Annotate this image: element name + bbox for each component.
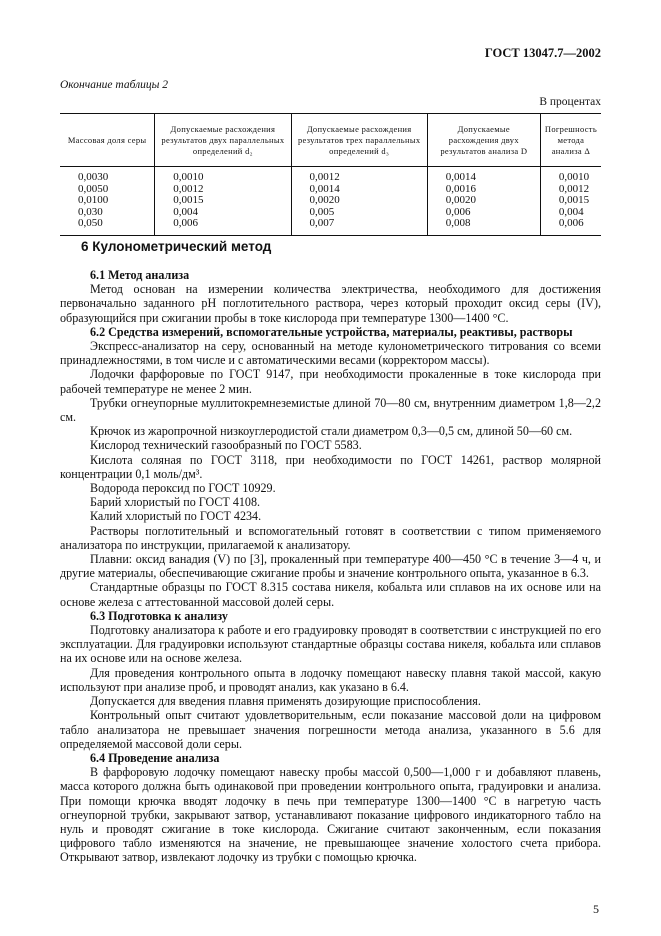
document-code-header: ГОСТ 13047.7—2002: [484, 46, 601, 60]
paragraph: Лодочки фарфоровые по ГОСТ 9147, при необходимости прокаленные в токе кислорода при рабочей температуре не менее 2 мин.: [60, 367, 601, 396]
paragraph: Растворы поглотительный и вспомогательный готовят в соответствии с типом применяемого анализатора по инструкции, прилагаемой к анализатору.: [60, 523, 601, 552]
paragraph: Допускается для введения плавня применять дозирующие приспособления.: [90, 694, 481, 709]
column-header: Допускаемые расхождения двух результатов анализа D: [427, 114, 540, 167]
table-cell: 0,0015: [540, 195, 601, 207]
subsection-heading: 6.3 Подготовка к анализу: [90, 608, 228, 623]
table-cell: 0,030: [78, 205, 103, 218]
subsection-heading: 6.2 Средства измерений, вспомогательные устройства, материалы, реактивы, растворы: [90, 324, 573, 339]
table-header-row: [60, 114, 601, 167]
paragraph: Стандартные образцы по ГОСТ 8.315 состава никеля, кобальта или сплавов на их основе или на основе железа с аттестованной массовой долей серы.: [60, 580, 601, 609]
table-cell: 0,004: [155, 207, 291, 219]
table-continuation-caption: Окончание таблицы 2: [60, 79, 168, 91]
paragraph: Метод основан на измерении количества электричества, необходимого для достижения первоначально заданного pH поглотительного раствора, через который проходит оксид серы (IV), образующийся при сжигании пробы в токе кислорода при температуре 1300—1400 °С.: [60, 282, 601, 325]
table-cell: 0,0012: [540, 184, 601, 196]
body-text: [60, 268, 601, 865]
table-cell: 0,0010: [155, 167, 291, 184]
paragraph: Для проведения контрольного опыта в лодочку помещают навеску плавня такой массой, какую используют при анализе проб, и проводят анализ, как указано в 6.4.: [60, 665, 601, 694]
column-header: Погрешность метода анализа Δ: [540, 114, 601, 167]
paragraph: Калий хлористый по ГОСТ 4234.: [90, 509, 262, 524]
subsection-heading: 6.1 Метод анализа: [90, 268, 190, 282]
table-cell: 0,008: [427, 218, 540, 235]
table-cell: 0,0020: [427, 195, 540, 207]
paragraph: Подготовку анализатора к работе и его градуировку проводят в соответствии с инструкцией по его эксплуатации. Для градуировки используют стандартные образцы состава никеля, кобальта или сплавов на их основе или на основе железа.: [60, 623, 601, 666]
table-cell: 0,0010: [540, 167, 601, 184]
table-row: [60, 167, 601, 184]
paragraph: Контрольный опыт считают удовлетворительным, если показание массовой доли на цифровом табло анализатора не превышает значения погрешности метода анализа, указанного в 5.6 для определяемой массовой доли серы.: [60, 708, 601, 751]
section-title: 6 Кулонометрический метод: [81, 239, 272, 254]
table-cell: 0,050: [60, 218, 155, 235]
paragraph: Барий хлористый по ГОСТ 4108.: [90, 495, 261, 510]
paragraph: Кислота соляная по ГОСТ 3118, при необходимости по ГОСТ 14261, раствор молярной концентрации 0,1 моль/дм³.: [60, 452, 601, 481]
paragraph: Трубки огнеупорные муллитокремнеземистые длиной 70—80 см, внутренним диаметром 1,8—2,2 см.: [60, 395, 601, 425]
paragraph: В фарфоровую лодочку помещают навеску пробы массой 0,500—1,000 г и добавляют плавень, масса которого должна быть одинаковой при проведении контрольного опыта, градуировки и анализа. При помощи крючка вводят лодочку в печь при температуре 1300—1400 °С в нагретую часть огнеупорной трубки, закрывают затвор, устанавливают показание цифрового индикаторного табло на нуль и проводят сжигание в токе кислорода. Сжигание считают законченным, если показания цифрового табло изменяются на значение, не превышающее значение холостого счета прибора. Открывают затвор, извлекают лодочку из трубки с помощью крючка.: [60, 765, 601, 865]
table-cell: 0,005: [291, 207, 427, 219]
table-cell: 0,0016: [427, 184, 540, 196]
table-cell: 0,0050: [78, 182, 109, 195]
table-cell: 0,0030: [78, 171, 109, 183]
table-units-label: В процентах: [539, 96, 601, 108]
table-body: [60, 167, 601, 236]
table-cell: 0,0014: [291, 184, 427, 196]
sulfur-tolerance-table: [60, 113, 601, 236]
column-header: Допускаемые расхождения результатов двух параллельных определений d₂: [155, 114, 291, 167]
paragraph: Кислород технический газообразный по ГОСТ 5583.: [90, 438, 362, 453]
column-header: Допускаемые расхождения результатов трех параллельных определений d₃: [291, 114, 427, 167]
table-cell: 0,006: [427, 207, 540, 219]
table-cell: 0,0014: [427, 167, 540, 184]
paragraph: Экспресс-анализатор на серу, основанный на методе кулонометрического титрования со всеми принадлежностями, в том числе и с автоматическими весами (корректором массы).: [60, 339, 601, 368]
table-cell: 0,0020: [291, 195, 427, 207]
table-row: [60, 218, 601, 235]
paragraph: Водорода пероксид по ГОСТ 10929.: [90, 481, 276, 496]
table-cell: 0,0012: [291, 167, 427, 184]
table-cell: 0,0012: [155, 184, 291, 196]
table-cell: 0,007: [291, 218, 427, 235]
table-cell: 0,006: [155, 218, 291, 235]
subsection-heading: 6.4 Проведение анализа: [90, 750, 220, 765]
table-cell: 0,006: [540, 218, 601, 235]
table-cell: 0,0015: [155, 195, 291, 207]
table-cell: 0,004: [540, 207, 601, 219]
page-number: 5: [593, 902, 599, 916]
column-header: Массовая доля серы: [60, 114, 155, 167]
paragraph: Плавни: оксид ванадия (V) по [3], прокаленный при температуре 400—450 °С в течение 3—4 ч, и другие материалы, обеспечивающие сжигание пробы и значение контрольного опыта, указанное в 6.3.: [60, 552, 601, 581]
table-cell: 0,0100: [78, 194, 109, 207]
paragraph: Крючок из жаропрочной низкоуглеродистой стали диаметром 0,3—0,5 см, длиной 50—60 см.: [90, 424, 573, 439]
